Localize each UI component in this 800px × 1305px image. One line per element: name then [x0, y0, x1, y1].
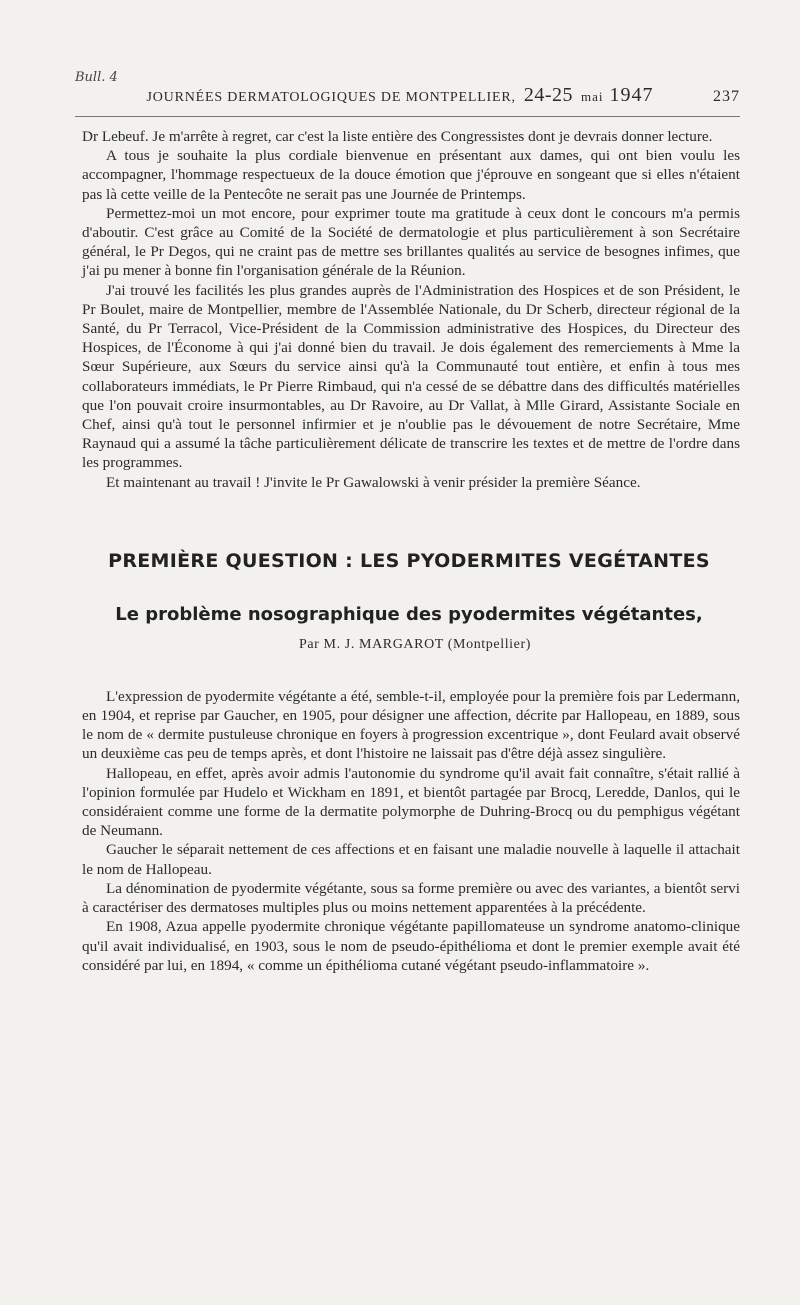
header-rule [75, 116, 740, 117]
running-header [60, 84, 740, 110]
paragraph: A tous je souhaite la plus cordiale bienvenue en présentant aux dames, qui ont bien voulu les accompagner, l'hommage respectueux de la douce émotion que j'éprouve en songeant que si elles n'étaient pas là cette veille de la Pentecôte ne serait pas une Journée de Printemps. [82, 147, 740, 203]
article-text [82, 687, 740, 975]
byline: Par M. J. MARGAROT (Montpellier) [298, 636, 532, 652]
header-month: mai [580, 89, 604, 104]
paragraph: Permettez-moi un mot encore, pour exprimer toute ma gratitude à ceux dont le concours m'a permis d'aboutir. C'est grâce au Comité de la Société de dermatologie et plus particulièrement à son Secrétaire général, le Pr Degos, qui ne craint pas de mettre ses brillantes qualités au service de besognes infimes, que j'ai pu mener à bonne fin l'organisation générale de la Réunion. [82, 204, 740, 280]
paragraph: En 1908, Azua appelle pyodermite chronique végétante papillomateuse un syndrome anatomo-clinique qu'il avait individualisé, en 1903, sous le nom de pseudo-épithélioma et dont le premier exemple avait été considéré par lui, en 1894, « comme un épithélioma cutané végétant pseudo-inflammatoire ». [82, 918, 740, 974]
bulletin-mark: Bull. 4 [75, 70, 118, 85]
page-number: 237 [713, 88, 740, 105]
paragraph: J'ai trouvé les facilités les plus grandes auprès de l'Administration des Hospices et de son Président, le Pr Boulet, maire de Montpellier, membre de l'Assemblée Nationale, du Dr Scherb, directeur régional de la Santé, du Pr Terracol, Vice-Président de la Commission administrative des Hospices, du Directeur des Hospices, de l'Économe à qui j'ai donné bien du travail. Je dois également des remerciements à Mme la Sœur Supérieure, aux Sœurs du service ainsi qu'à la Communauté tout entière, et enfin à tous mes collaborateurs immédiats, le Pr Pierre Rimbaud, qui n'a cessé de se débattre dans des difficultés matérielles que l'on pouvait croire insurmontables, au Dr Ravoire, au Dr Vallat, à Mlle Girard, Assistante Sociale en Chef, ainsi qu'à tout le personnel infirmier et je n'oublie pas le dévouement de notre Secrétaire, Mme Raynaud qui a assumé la tâche particulièrement délicate de transcrire les textes et de mettre de l'ordre dans les programmes. [82, 281, 740, 472]
question-heading: PREMIÈRE QUESTION : LES PYODERMITES VEGÉTANTES [108, 549, 710, 572]
header-year: 1947 [609, 84, 654, 106]
document-page [60, 70, 740, 975]
paragraph: L'expression de pyodermite végétante a été, semble-t-il, employée pour la première fois par Ledermann, en 1904, et reprise par Gaucher, en 1905, pour désigner une affection, décrite par Hallopeau, en 1889, sous le nom de « dermite pustuleuse chronique en foyers à progression excentrique », dont Feulard avait observé un deuxième cas peu de temps après, et dont l'histoire ne laissait pas d'être déjà assez singulière. [82, 687, 740, 763]
paragraph: La dénomination de pyodermite végétante, sous sa forme première ou avec des variantes, a bientôt servi à caractériser des dermatoses multiples plus ou moins nettement apparentées à la précédente. [82, 879, 740, 917]
paragraph: Dr Lebeuf. Je m'arrête à regret, car c'est la liste entière des Congressistes dont je devrais donner lecture. [82, 128, 713, 145]
paragraph: Hallopeau, en effet, après avoir admis l'autonomie du syndrome qu'il avait fait connaître, s'était rallié à l'opinion formulée par Hudelo et Wickham en 1891, et bientôt partagée par Brocq, Leredde, Danlos, qui le considéraient comme une forme de la dermatite polymorphe de Duhring-Brocq ou du pemphigus végétant de Neumann. [82, 764, 740, 840]
header-title: JOURNÉES DERMATOLOGIQUES DE MONTPELLIER, [146, 90, 516, 105]
article-title: Le problème nosographique des pyodermites végétantes, [115, 603, 703, 625]
paragraph: Et maintenant au travail ! J'invite le Pr Gawalowski à venir présider la première Séance. [106, 473, 641, 491]
header-dates: 24-25 [523, 84, 573, 106]
paragraph: Gaucher le séparait nettement de ces affections et en faisant une maladie nouvelle à laquelle il attachait le nom de Hallopeau. [82, 841, 740, 878]
speech-text [82, 127, 740, 492]
